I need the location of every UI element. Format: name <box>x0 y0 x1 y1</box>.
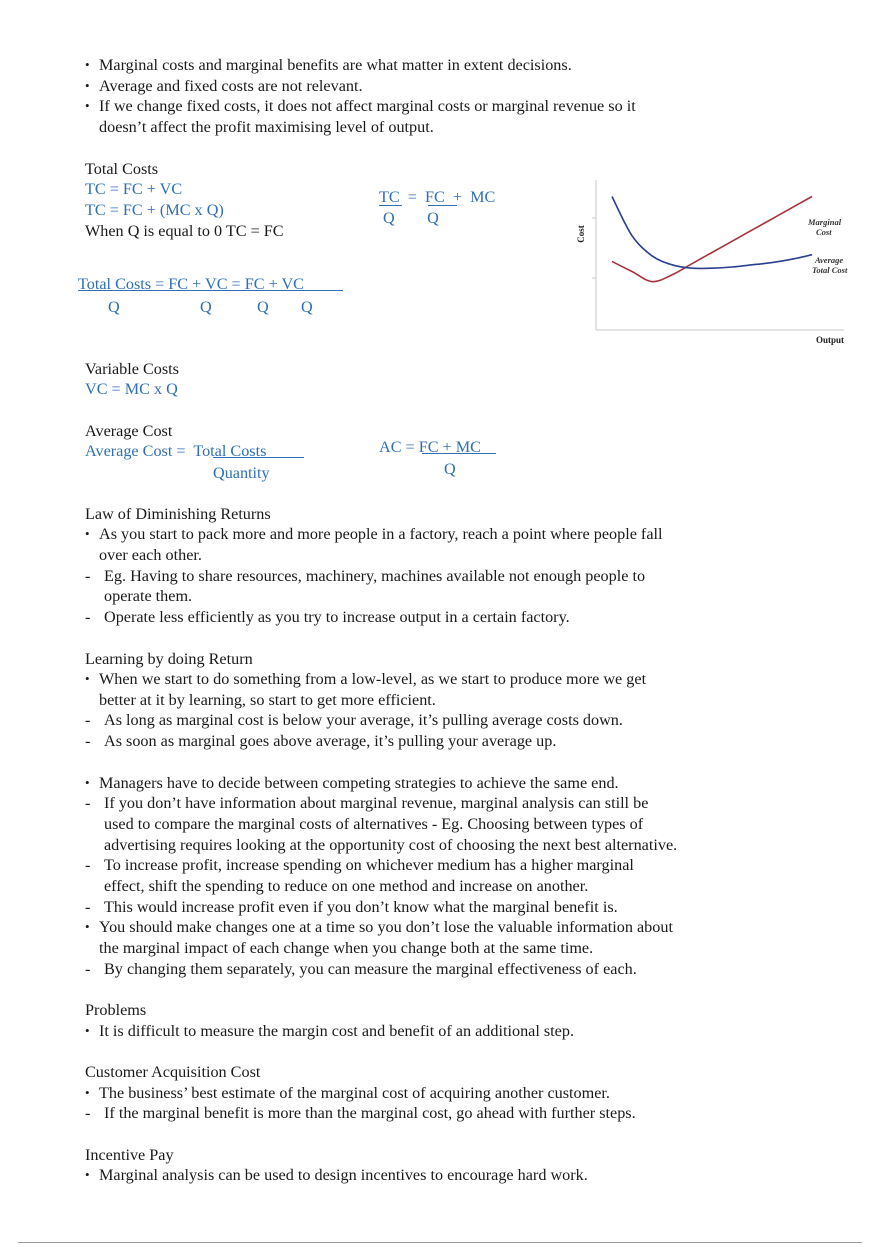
tc-chain-underline <box>78 290 343 291</box>
incentive-bullet: • Marginal analysis can be used to design incentives to encourage hard work. <box>99 1165 588 1186</box>
cac-heading: Customer Acquisition Cost <box>85 1063 261 1081</box>
diminishing-dash-1-cont: operate them. <box>104 587 193 605</box>
problems-bullet: • It is difficult to measure the margin cost and benefit of an additional step. <box>99 1021 574 1042</box>
diminishing-dash-2: - Operate less efficiently as you try to increase output in a certain factory. <box>104 607 570 628</box>
tc-fraction-top: TC = FC + MC <box>379 188 496 206</box>
learning-heading: Learning by doing Return <box>85 650 253 668</box>
diminishing-bullet-1-cont: over each other. <box>99 546 202 564</box>
cost-curves-chart <box>572 176 852 348</box>
learning-dash-1: - As long as marginal cost is below your average, it’s pulling average costs down. <box>104 710 623 731</box>
ac-denominator: Quantity <box>213 464 270 482</box>
x-axis-label: Output <box>815 335 845 345</box>
tc-underline <box>379 205 402 206</box>
managers-bullet-2-cont: the marginal impact of each change when you change both at the same time. <box>99 939 594 957</box>
tc-chain-q3: Q <box>257 298 269 316</box>
managers-dash-2-cont: effect, shift the spending to reduce on one method and increase on another. <box>104 877 589 895</box>
average-cost-label-2: Total Cost <box>812 265 848 275</box>
ac-formula-top: AC = FC + MC <box>379 438 481 456</box>
intro-bullet-2: • Average and fixed costs are not relevant. <box>99 76 363 97</box>
ac-fraction-line <box>213 457 304 458</box>
managers-dash-1-cont: used to compare the marginal costs of alternatives - Eg. Choosing between types of <box>104 815 644 833</box>
tc-chain-q4: Q <box>301 298 313 316</box>
managers-bullet-2: • You should make changes one at a time so you don’t lose the valuable information about <box>99 917 673 938</box>
problems-heading: Problems <box>85 1001 147 1019</box>
marginal-cost-label: Marginal <box>808 217 842 227</box>
managers-dash-3: - This would increase profit even if you don’t know what the marginal benefit is. <box>104 897 618 918</box>
total-costs-heading: Total Costs <box>85 160 159 178</box>
cac-bullet: • The business’ best estimate of the marginal cost of acquiring another customer. <box>99 1083 610 1104</box>
ac-formula-denominator: Q <box>444 460 456 478</box>
tc-chain-top: Total Costs = FC + VC = FC + VC <box>78 275 304 293</box>
ac-equation-lhs: Average Cost = Total Costs <box>85 442 267 460</box>
learning-dash-2: - As soon as marginal goes above average, it’s pulling your average up. <box>104 731 556 752</box>
vc-equation: VC = MC x Q <box>85 380 178 398</box>
variable-costs-heading: Variable Costs <box>85 360 179 378</box>
intro-bullet-1: • Marginal costs and marginal benefits are what matter in extent decisions. <box>99 55 572 76</box>
managers-bullet-1: • Managers have to decide between competing strategies to achieve the same end. <box>99 773 619 794</box>
learning-bullet-1-cont: better at it by learning, so start to get more efficient. <box>99 691 436 709</box>
managers-dash-1-cont-2: advertising requires looking at the opportunity cost of choosing the next best alternative. <box>104 836 678 854</box>
tc-chain-q1: Q <box>108 298 120 316</box>
incentive-heading: Incentive Pay <box>85 1146 174 1164</box>
tc-note: When Q is equal to 0 TC = FC <box>85 222 284 240</box>
average-cost-label: Average <box>815 255 844 265</box>
managers-dash-4: - By changing them separately, you can measure the marginal effectiveness of each. <box>104 959 637 980</box>
tc-chain-q2: Q <box>200 298 212 316</box>
diminishing-bullet-1: • As you start to pack more and more people in a factory, reach a point where people fall <box>99 524 663 545</box>
marginal-cost-label-2: Cost <box>816 227 832 237</box>
intro-bullet-3: • If we change fixed costs, it does not affect marginal costs or marginal revenue so it <box>99 96 636 117</box>
page-footer-line <box>18 1242 862 1243</box>
tc-fraction-bottom: Q Q <box>383 209 439 227</box>
intro-bullet-3-cont: doesn’t affect the profit maximising level of output. <box>99 118 434 136</box>
y-axis-label: Cost <box>576 225 586 243</box>
tc-equation-2: TC = FC + (MC x Q) <box>85 201 224 219</box>
cac-dash: - If the marginal benefit is more than the marginal cost, go ahead with further steps. <box>104 1103 636 1124</box>
tc-equation-1: TC = FC + VC <box>85 180 183 198</box>
diminishing-heading: Law of Diminishing Returns <box>85 505 271 523</box>
managers-dash-2: - To increase profit, increase spending on whichever medium has a higher marginal <box>104 855 634 876</box>
ac-formula-line <box>422 453 496 454</box>
average-total-cost-curve <box>612 197 812 269</box>
learning-bullet-1: • When we start to do something from a low-level, as we start to produce more we get <box>99 669 646 690</box>
managers-dash-1: - If you don’t have information about marginal revenue, marginal analysis can still be <box>104 793 648 814</box>
diminishing-dash-1: - Eg. Having to share resources, machinery, machines available not enough people to <box>104 566 645 587</box>
fc-underline <box>428 205 457 206</box>
average-cost-heading: Average Cost <box>85 422 173 440</box>
